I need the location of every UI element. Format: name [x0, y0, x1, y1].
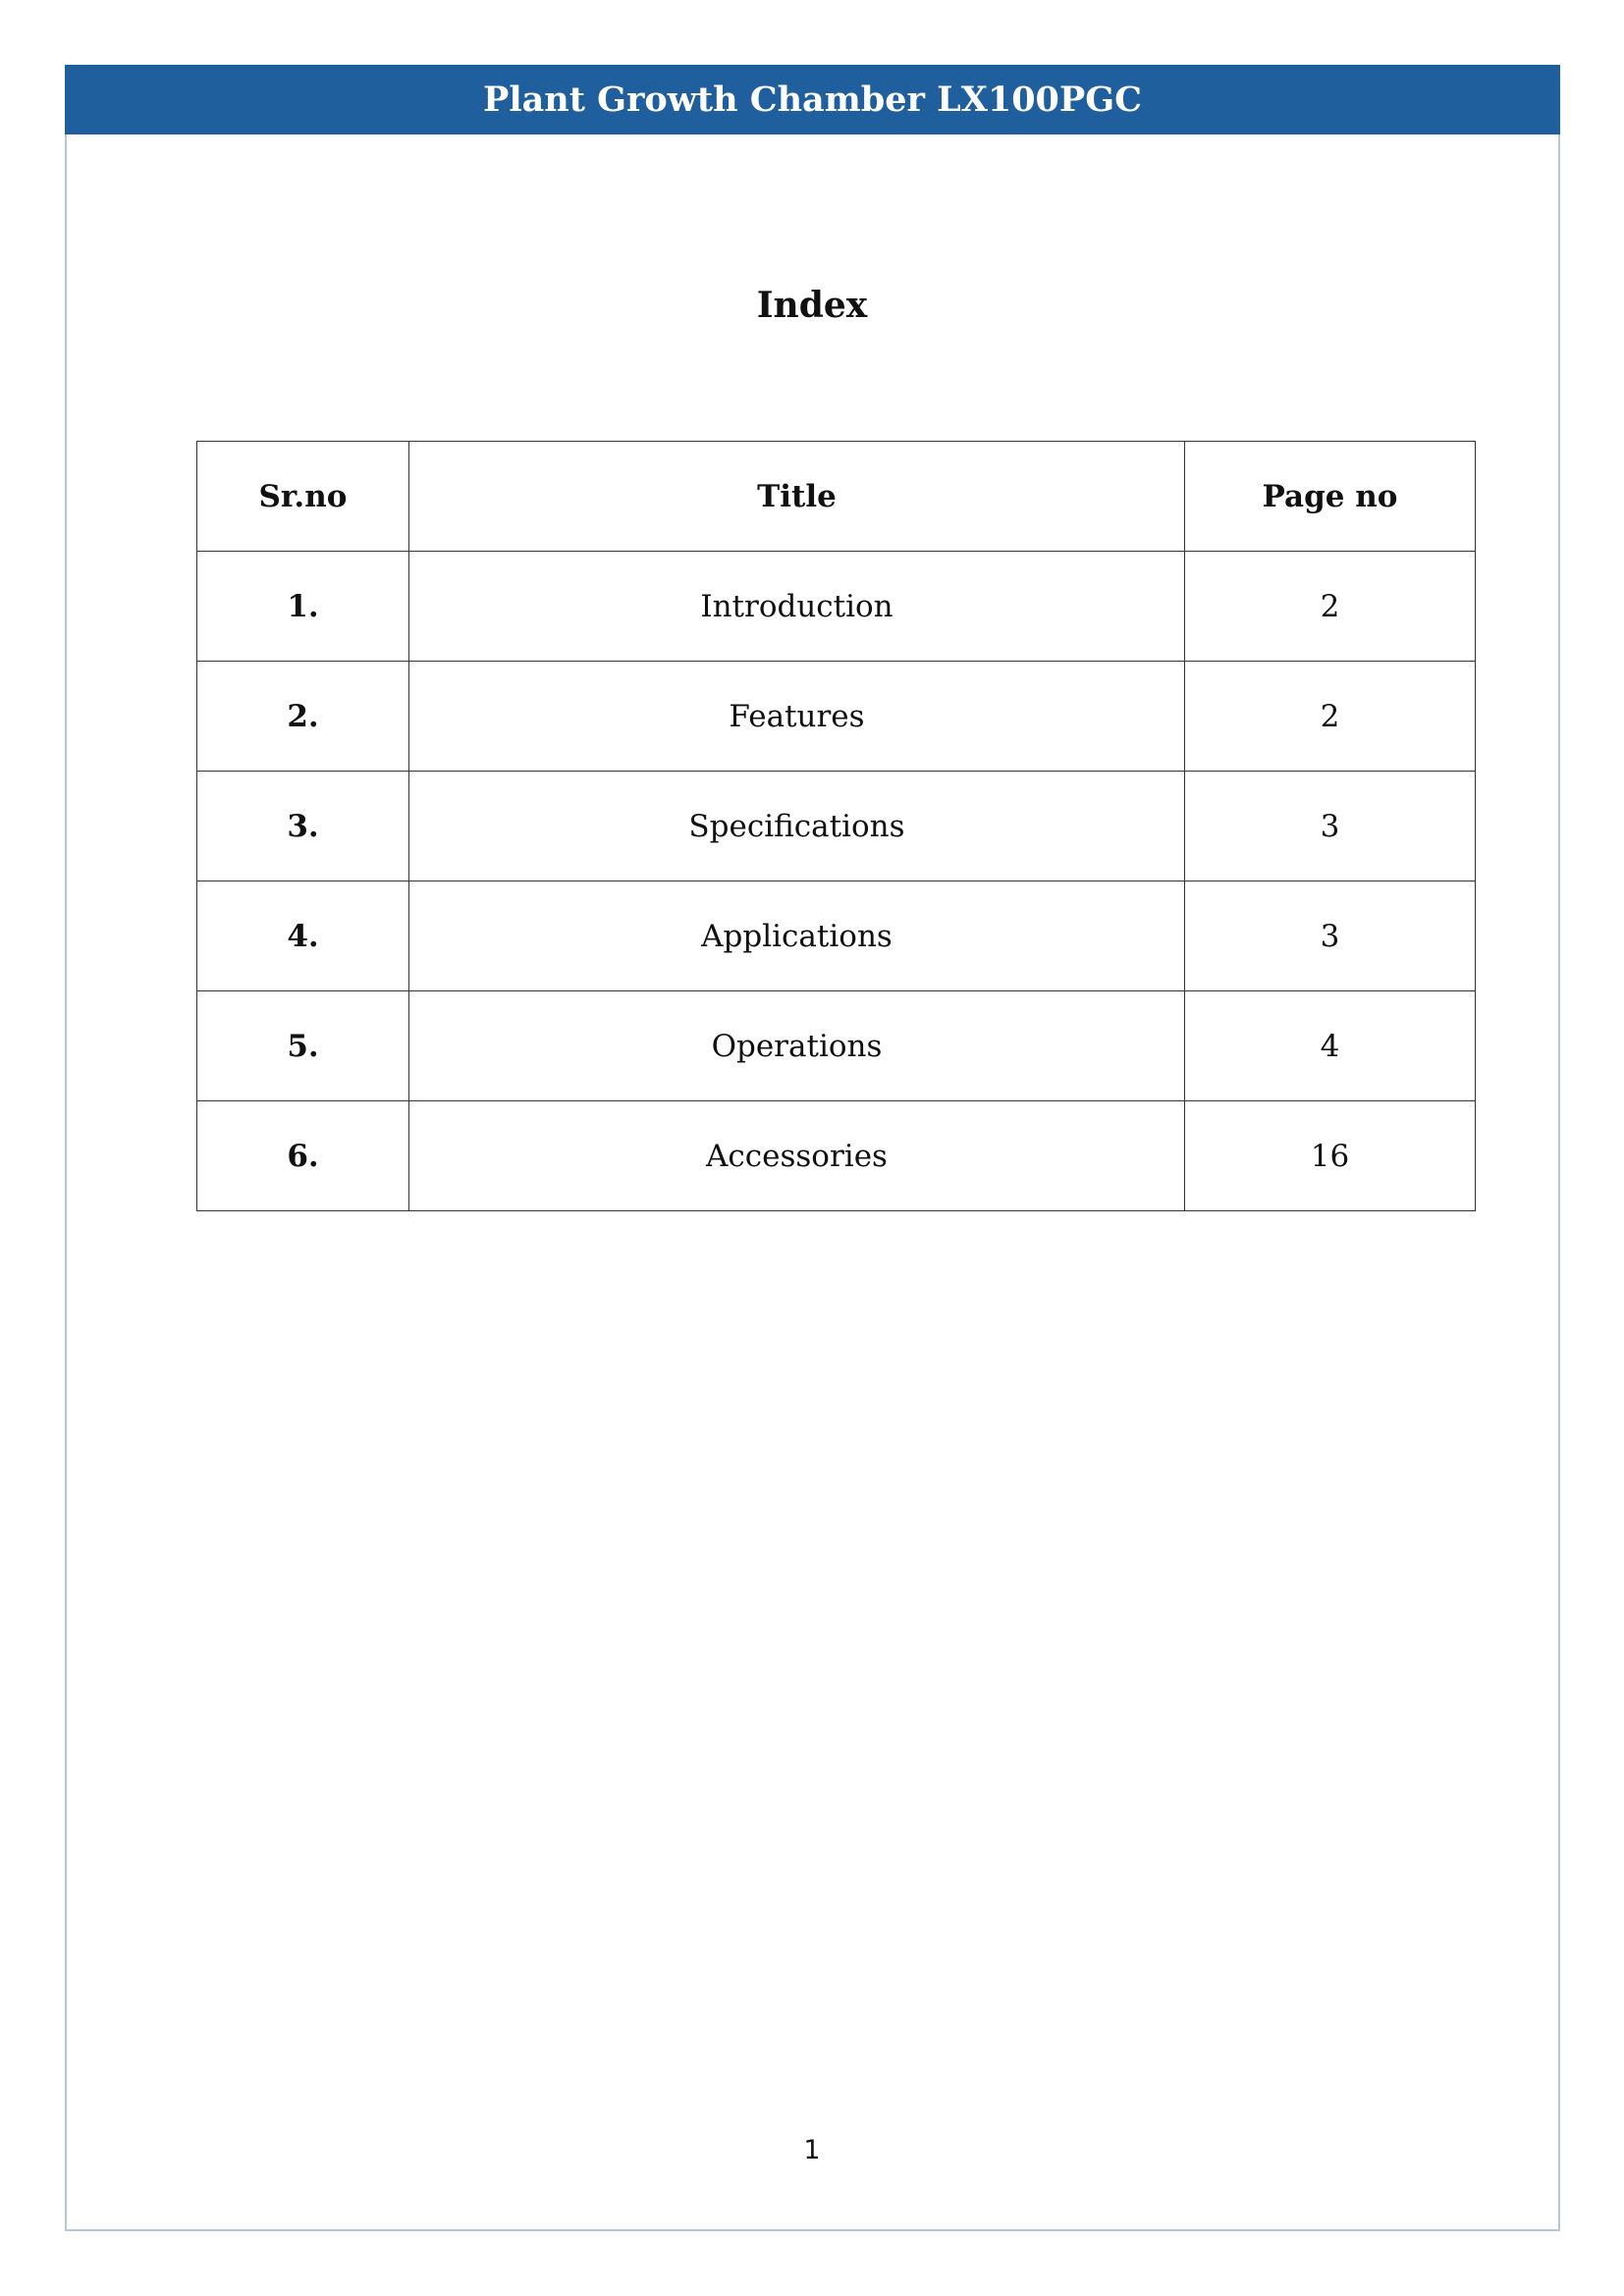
table-row — [197, 991, 1476, 1101]
table-row — [197, 552, 1476, 662]
page-no-cell: 3 — [1185, 772, 1476, 881]
title-cell: Applications — [409, 881, 1185, 991]
sr-no-cell: 4. — [197, 881, 409, 991]
page-no-cell: 16 — [1185, 1101, 1476, 1211]
sr-no-cell: 5. — [197, 991, 409, 1101]
document-title: Plant Growth Chamber LX100PGC — [483, 80, 1142, 120]
page-no-cell: 3 — [1185, 881, 1476, 991]
document-header-bar — [65, 65, 1560, 134]
page-no-cell: 4 — [1185, 991, 1476, 1101]
table-row — [197, 1101, 1476, 1211]
page-no-cell: 2 — [1185, 662, 1476, 772]
table-row — [197, 772, 1476, 881]
title-cell: Specifications — [409, 772, 1185, 881]
sr-no-cell: 3. — [197, 772, 409, 881]
index-heading: Index — [756, 285, 868, 326]
sr-no-cell: 1. — [197, 552, 409, 662]
table-header-row — [197, 442, 1476, 552]
title-cell: Features — [409, 662, 1185, 772]
title-cell: Operations — [409, 991, 1185, 1101]
sr-no-cell: 6. — [197, 1101, 409, 1211]
title-cell: Introduction — [409, 552, 1185, 662]
page-number: 1 — [803, 2135, 821, 2165]
table-row — [197, 881, 1476, 991]
page-no-cell: 2 — [1185, 552, 1476, 662]
column-header-title: Title — [409, 442, 1185, 552]
column-header-sr-no: Sr.no — [197, 442, 409, 552]
index-table — [196, 441, 1476, 1211]
table-row — [197, 662, 1476, 772]
column-header-page-no: Page no — [1185, 442, 1476, 552]
title-cell: Accessories — [409, 1101, 1185, 1211]
sr-no-cell: 2. — [197, 662, 409, 772]
